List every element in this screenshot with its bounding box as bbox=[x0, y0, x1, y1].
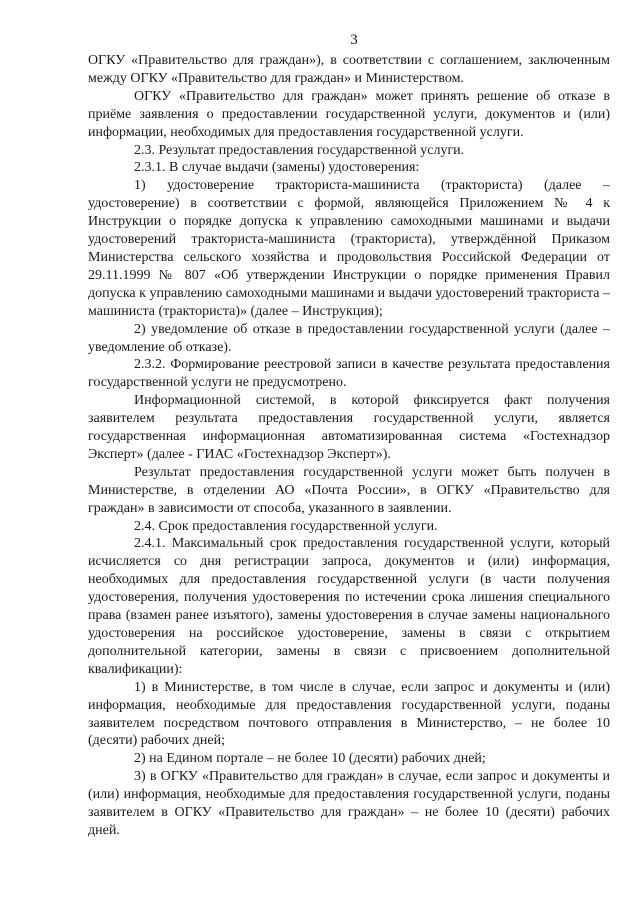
paragraph: ОГКУ «Правительство для граждан»), в соответствии с соглашением, заключенным между ОГКУ «Правительство для граждан» и Министерством. bbox=[88, 53, 610, 86]
list-item: 1) в Министерстве, в том числе в случае, если запрос и документы и (или) информация, необходимые для предоставления государственной услуги, поданы заявителем посредством почтового отправления в Министерство, – не более 10 (десяти) рабочих дней; bbox=[88, 679, 610, 749]
paragraph: 2.3.2. Формирование реестровой записи в качестве результата предоставления государственной услуги не предусмотрено. bbox=[88, 357, 610, 391]
document-page bbox=[88, 30, 610, 840]
section-heading: 2.3. Результат предоставления государственной услуги. bbox=[134, 142, 465, 158]
list-item: 2) уведомление об отказе в предоставлении государственной услуги (далее – уведомление об отказе). bbox=[88, 321, 610, 355]
paragraph: Информационной системой, в которой фиксируется факт получения заявителем результата предоставления государственной услуги, является государственная информационная автоматизированная система «Гостехнадзор Эксперт» (далее - ГИАС «Гостехнадзор Эксперт»). bbox=[88, 393, 610, 462]
list-item: 1) удостоверение тракториста-машиниста (тракториста) (далее – удостоверение) в соответствии с формой, являющейся Приложением № 4 к Инструкции о порядке допуска к управлению самоходными машинами и выдачи удостоверений тракториста-машиниста (тракториста), утверждённой Приказом Министерства сельского хозяйства и продовольствия Российской Федерации от 29.11.1999 № 807 «Об утверждении Инструкции о порядке применения Правил допуска к управлению самоходными машинами и выдачи удостоверений тракториста – машиниста (тракториста)» (далее – Инструкция); bbox=[88, 178, 610, 319]
page-number: 3 bbox=[350, 32, 358, 48]
list-item: 2) на Едином портале – не более 10 (десяти) рабочих дней; bbox=[134, 751, 486, 767]
paragraph: ОГКУ «Правительство для граждан» может принять решение об отказе в приёме заявления о предоставлении государственной услуги, документов и (или) информации, необходимых для предоставления государственной услуги. bbox=[88, 88, 610, 140]
paragraph: 2.4.1. Максимальный срок предоставления государственной услуги, который исчисляется со дня регистрации запроса, документов и (или) информация, необходимых для предоставления государственной услуги (в части получения удостоверения, получения удостоверения по истечении срока лишения специального права (взамен ранее изъятого), замены удостоверения в случае замены национального удостоверения на российское удостоверение, замены в связи с открытием дополнительной категории, замены в связи с присвоением дополнительной квалификации): bbox=[88, 536, 610, 677]
section-heading: 2.4. Срок предоставления государственной услуги. bbox=[134, 518, 438, 534]
subsection-heading: 2.3.1. В случае выдачи (замены) удостоверения: bbox=[134, 160, 420, 176]
paragraph: Результат предоставления государственной услуги может быть получен в Министерстве, в отделении АО «Почта России», в ОГКУ «Правительство для граждан» в зависимости от способа, указанного в заявлении. bbox=[88, 464, 610, 516]
list-item: 3) в ОГКУ «Правительство для граждан» в случае, если запрос и документы и (или) информация, необходимые для предоставления государственной услуги, поданы заявителем в ОГКУ «Правительство для граждан» – не более 10 (десяти) рабочих дней. bbox=[88, 769, 610, 838]
